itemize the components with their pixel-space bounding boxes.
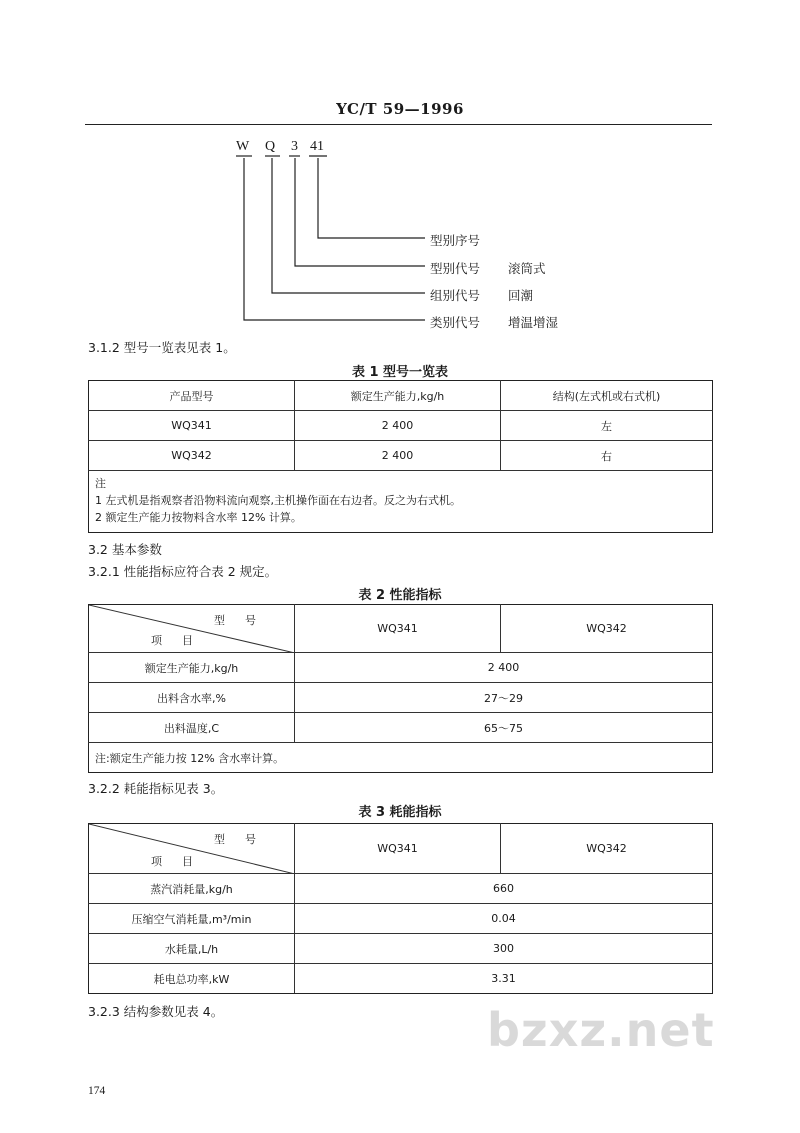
table-row <box>89 934 713 964</box>
table-row <box>89 874 713 904</box>
table-cell: 660 <box>295 874 713 904</box>
table2-model-header: WQ341 <box>295 605 501 653</box>
table-cell: 2 400 <box>295 411 501 441</box>
code-label-category: 类别代号 <box>430 315 481 330</box>
table2-note: 注:额定生产能力按 12% 含水率计算。 <box>89 743 713 773</box>
code-value-type: 滚筒式 <box>508 261 546 276</box>
table3-header-row <box>89 824 713 874</box>
table1-notes <box>89 471 713 533</box>
table3-corner-top: 型号 <box>214 833 276 846</box>
code-value-group: 回潮 <box>508 288 534 303</box>
code-value-category: 增温增湿 <box>508 315 559 330</box>
table-cell: 水耗量,L/h <box>89 934 295 964</box>
table-cell: 2 400 <box>295 653 713 683</box>
table-row <box>89 713 713 743</box>
table1-header: 结构(左式机或右式机) <box>501 381 713 411</box>
table3-corner-bottom: 项目 <box>151 855 213 868</box>
code-char-w: W <box>236 139 250 154</box>
table2-note-row <box>89 743 713 773</box>
table2-corner-top: 型号 <box>214 614 276 627</box>
table2-corner-cell <box>89 605 295 653</box>
section-3-2: 3.2 基本参数 <box>88 542 162 557</box>
table-cell: 2 400 <box>295 441 501 471</box>
table-cell: WQ342 <box>89 441 295 471</box>
table2-caption: 表 2 性能指标 <box>358 588 442 603</box>
table1-note-2: 2 额定生产能力按物料含水率 12% 计算。 <box>95 511 302 524</box>
code-char-41: 41 <box>310 139 324 154</box>
table1-note-1: 1 左式机是指观察者沿物料流向观察,主机操作面在右边者。反之为右式机。 <box>95 494 461 507</box>
section-3-2-1: 3.2.1 性能指标应符合表 2 规定。 <box>88 564 278 579</box>
table-cell: 出料含水率,% <box>89 683 295 713</box>
table-cell: 0.04 <box>295 904 713 934</box>
table-cell: WQ341 <box>89 411 295 441</box>
table1-note-title: 注 <box>95 477 106 490</box>
code-char-q: Q <box>265 139 276 154</box>
table-cell: 300 <box>295 934 713 964</box>
table-row <box>89 441 713 471</box>
table-row <box>89 904 713 934</box>
table-cell: 耗电总功率,kW <box>89 964 295 994</box>
section-3-1-2: 3.1.2 型号一览表见表 1。 <box>88 340 236 355</box>
table-cell: 压缩空气消耗量,m³/min <box>89 904 295 934</box>
table-cell: 蒸汽消耗量,kg/h <box>89 874 295 904</box>
model-code-diagram <box>0 0 800 340</box>
table3-model-header: WQ341 <box>295 824 501 874</box>
section-3-2-3: 3.2.3 结构参数见表 4。 <box>88 1004 224 1019</box>
table-cell: 左 <box>501 411 713 441</box>
table1-notes-row <box>89 471 713 533</box>
table3 <box>88 823 713 994</box>
table-row <box>89 683 713 713</box>
table1-header: 产品型号 <box>89 381 295 411</box>
table-row <box>89 964 713 994</box>
code-label-group: 组别代号 <box>430 288 481 303</box>
table-cell: 出料温度,C <box>89 713 295 743</box>
table3-caption: 表 3 耗能指标 <box>358 805 442 820</box>
table-cell: 3.31 <box>295 964 713 994</box>
table1-header: 额定生产能力,kg/h <box>295 381 501 411</box>
table2 <box>88 604 713 773</box>
table-cell: 右 <box>501 441 713 471</box>
code-label-type: 型别代号 <box>430 261 481 276</box>
code-char-3: 3 <box>291 139 298 154</box>
table2-corner-bottom: 项目 <box>151 634 213 647</box>
code-label-serial: 型别序号 <box>430 233 481 248</box>
table1-caption: 表 1 型号一览表 <box>351 365 449 380</box>
table3-model-header: WQ342 <box>501 824 713 874</box>
table-row <box>89 411 713 441</box>
table-row <box>89 653 713 683</box>
table1-header-row <box>89 381 713 411</box>
table2-header-row <box>89 605 713 653</box>
table3-corner-cell <box>89 824 295 874</box>
watermark: bzxz.net <box>487 1003 715 1057</box>
section-3-2-2: 3.2.2 耗能指标见表 3。 <box>88 781 224 796</box>
table2-model-header: WQ342 <box>501 605 713 653</box>
page-number: 174 <box>88 1085 106 1097</box>
table-cell: 65～75 <box>295 713 713 743</box>
table-cell: 27～29 <box>295 683 713 713</box>
table-cell: 额定生产能力,kg/h <box>89 653 295 683</box>
table1 <box>88 380 713 533</box>
page-header: YC/T 59—1996 <box>336 100 464 118</box>
